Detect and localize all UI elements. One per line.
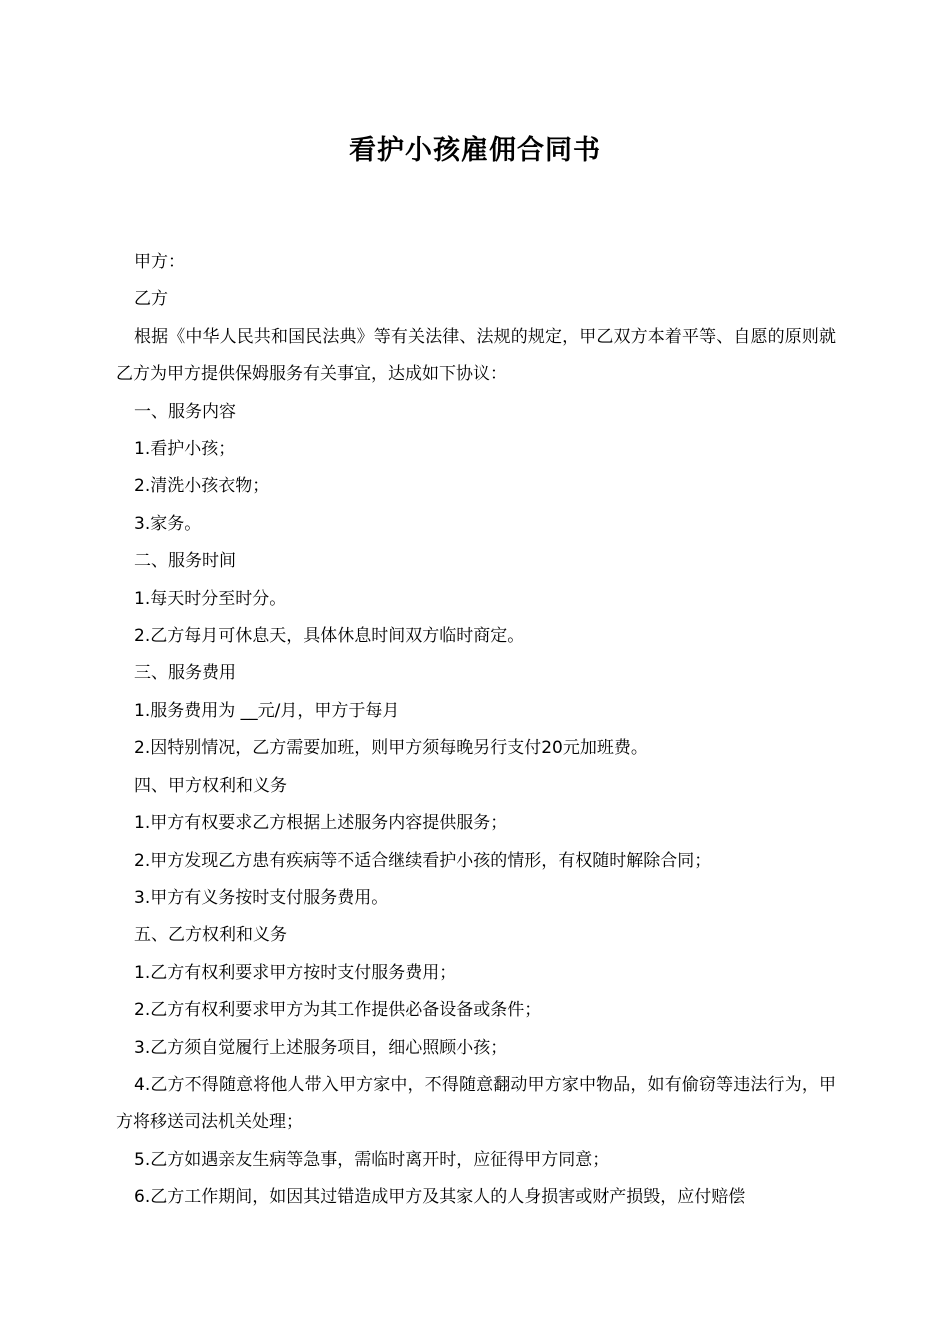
section-heading-service-time: 二、服务时间 (134, 551, 236, 572)
clause-item: 1.服务费用为 __元/月，甲方于每月 (134, 700, 400, 721)
party-a-line: 甲方： (134, 252, 185, 272)
clause-item: 3.家务。 (134, 513, 202, 534)
clause-item: 1.每天时分至时分。 (134, 588, 287, 609)
clause-item: 2.清洗小孩衣物； (134, 476, 270, 497)
section-heading-service-content: 一、服务内容 (134, 401, 236, 422)
clause-item: 5.乙方如遇亲友生病等急事，需临时离开时，应征得甲方同意； (134, 1149, 610, 1170)
clause-item: 2.甲方发现乙方患有疾病等不适合继续看护小孩的情形，有权随时解除合同； (134, 850, 712, 871)
clause-item: 1.看护小孩； (134, 439, 236, 460)
clause-item: 2.因特别情况，乙方需要加班，则甲方须每晚另行支付20元加班费。 (134, 738, 648, 759)
preamble-paragraph: 根据《中华人民共和国民法典》等有关法律、法规的规定，甲乙双方本着平等、自愿的原则就乙方为甲方提供保姆服务有关事宜，达成如下协议： (116, 326, 836, 385)
clause-item: 1.乙方有权利要求甲方按时支付服务费用； (134, 962, 457, 983)
clause-item: 1.甲方有权要求乙方根据上述服务内容提供服务； (134, 813, 508, 834)
clause-item: 2.乙方有权利要求甲方为其工作提供必备设备或条件； (134, 1000, 542, 1021)
section-heading-party-b-rights: 五、乙方权利和义务 (134, 925, 287, 946)
clause-item: 6.乙方工作期间，如因其过错造成甲方及其家人的人身损害或财产损毁，应付赔偿 (134, 1187, 746, 1208)
document-title: 看护小孩雇佣合同书 (349, 135, 601, 166)
clause-item: 3.乙方须自觉履行上述服务项目，细心照顾小孩； (134, 1037, 508, 1058)
section-heading-party-a-rights: 四、甲方权利和义务 (134, 775, 287, 796)
clause-item: 4.乙方不得随意将他人带入甲方家中，不得随意翻动甲方家中物品，如有偷窃等违法行为，甲方将移送司法机关处理； (116, 1074, 836, 1133)
clause-item: 2.乙方每月可休息天，具体休息时间双方临时商定。 (134, 626, 525, 647)
section-heading-service-fee: 三、服务费用 (134, 663, 236, 684)
party-b-line: 乙方 (134, 289, 168, 310)
document-body (116, 244, 836, 1217)
clause-item: 3.甲方有义务按时支付服务费用。 (134, 887, 389, 908)
